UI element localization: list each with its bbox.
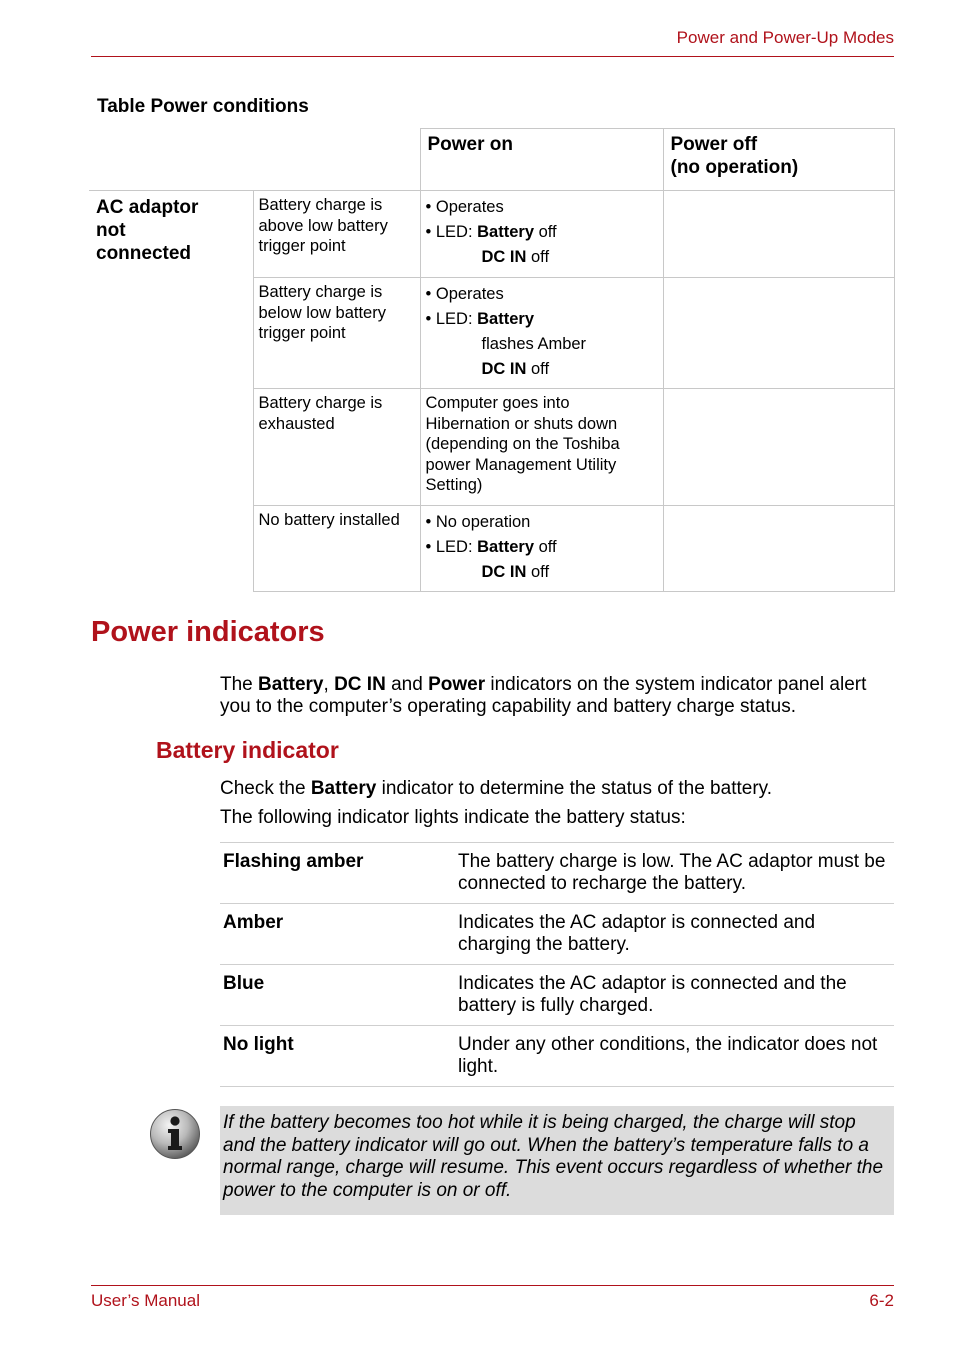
condition-cell: Battery charge is exhausted <box>253 389 420 506</box>
table-row <box>220 843 894 904</box>
table-row <box>220 1026 894 1087</box>
indicator-label: No light <box>220 1026 455 1087</box>
indicator-desc: The battery charge is low. The AC adaptor must be connected to recharge the battery. <box>455 843 894 904</box>
battery-indicator-table <box>220 842 894 1087</box>
header-rule <box>91 56 894 57</box>
table-row <box>89 191 894 278</box>
indicator-desc: Under any other conditions, the indicator does not light. <box>455 1026 894 1087</box>
power-on-cell: Computer goes into Hibernation or shuts down (depending on the Toshiba power Management Utility Setting) <box>420 389 663 506</box>
info-icon <box>149 1108 201 1160</box>
col-header-power-on: Power on <box>420 129 663 191</box>
power-off-cell <box>663 278 894 389</box>
power-on-cell: • Operates • LED: Battery flashes Amber DC IN off <box>420 278 663 389</box>
table-row <box>220 904 894 965</box>
table-caption: Table Power conditions <box>97 96 309 117</box>
power-off-cell <box>663 389 894 506</box>
subsection-title: Battery indicator <box>156 737 339 763</box>
condition-cell: Battery charge is above low battery trigger point <box>253 191 420 278</box>
indicator-label: Flashing amber <box>220 843 455 904</box>
table-corner-cell <box>89 129 420 191</box>
condition-cell: Battery charge is below low battery trigger point <box>253 278 420 389</box>
power-off-cell <box>663 506 894 592</box>
footer-rule <box>91 1285 894 1286</box>
note-text: If the battery becomes too hot while it is being charged, the charge will stop and the battery indicator will go out. When the battery’s temperature falls to a normal range, charge will resume. This event occurs regardless of whether the power to the computer is on or off. <box>223 1112 884 1201</box>
condition-cell: No battery installed <box>253 506 420 592</box>
table-header-row <box>89 129 894 191</box>
footer-manual-title: User’s Manual <box>91 1291 200 1310</box>
indicator-desc: Indicates the AC adaptor is connected and the battery is fully charged. <box>455 965 894 1026</box>
power-off-cell <box>663 191 894 278</box>
intro-paragraph: The Battery, DC IN and Power indicators on the system indicator panel alert you to the computer’s operating capability and battery charge status. <box>220 674 867 717</box>
following-paragraph: The following indicator lights indicate the battery status: <box>220 807 686 828</box>
indicator-desc: Indicates the AC adaptor is connected and charging the battery. <box>455 904 894 965</box>
power-on-cell: • Operates • LED: Battery off DC IN off <box>420 191 663 278</box>
running-header: Power and Power-Up Modes <box>676 28 894 47</box>
power-conditions-table <box>89 128 895 592</box>
table-row <box>220 965 894 1026</box>
col-header-power-off: Power off (no operation) <box>663 129 894 191</box>
page-number: 6-2 <box>869 1291 894 1310</box>
indicator-label: Amber <box>220 904 455 965</box>
row-header-ac-adaptor: AC adaptor not connected <box>89 191 253 592</box>
check-paragraph: Check the Battery indicator to determine the status of the battery. <box>220 778 773 799</box>
power-on-cell: • No operation • LED: Battery off DC IN off <box>420 506 663 592</box>
indicator-label: Blue <box>220 965 455 1026</box>
section-title: Power indicators <box>91 616 325 648</box>
